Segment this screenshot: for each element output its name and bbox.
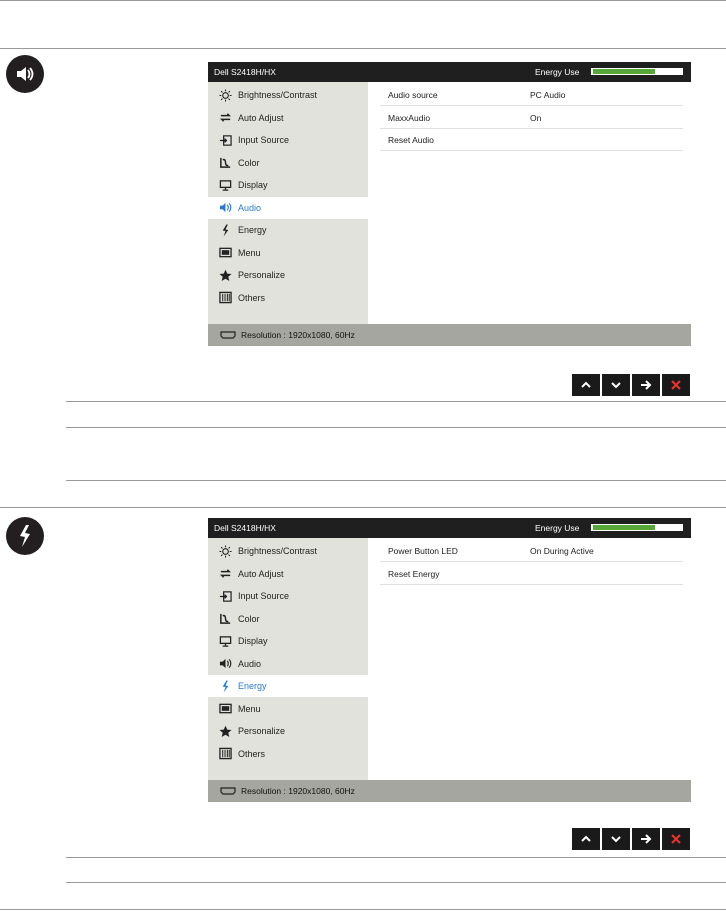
menu-item-label: Auto Adjust [238, 568, 284, 579]
divider [0, 909, 726, 910]
status-bar [208, 324, 691, 346]
auto-adjust-icon [218, 567, 232, 581]
color-icon [218, 612, 232, 626]
close-icon [670, 833, 682, 845]
brightness-icon [218, 544, 232, 558]
divider [0, 0, 726, 1]
menu-item-color[interactable] [208, 152, 368, 174]
menu-item-brightness-contrast[interactable] [208, 540, 368, 562]
setting-label: Reset Energy [388, 568, 440, 579]
menu-item-personalize[interactable] [208, 264, 368, 286]
nav-buttons [570, 374, 690, 396]
setting-row[interactable] [380, 540, 683, 562]
up-icon [580, 379, 592, 391]
divider [66, 882, 726, 883]
up-icon [580, 833, 592, 845]
energy-use-label: Energy Use [535, 523, 580, 533]
menu-item-personalize[interactable] [208, 720, 368, 742]
right-arrow-button[interactable] [632, 374, 660, 396]
divider [66, 480, 726, 481]
menu-item-label: Audio [238, 202, 262, 213]
energy-use-label: Energy Use [535, 67, 580, 77]
menu-item-label: Color [238, 157, 260, 168]
right-arrow-icon [640, 833, 652, 845]
resolution-label: Resolution : 1920x1080, 60Hz [241, 786, 355, 796]
osd-menu [208, 82, 368, 324]
status-bar [208, 780, 691, 802]
auto-adjust-icon [218, 111, 232, 125]
menu-item-label: Display [238, 636, 268, 646]
input-source-icon [218, 133, 232, 147]
menu-item-audio[interactable] [208, 653, 368, 675]
menu-item-menu[interactable] [208, 698, 368, 720]
menu-item-display[interactable] [208, 174, 368, 196]
osd-panel [208, 62, 691, 352]
menu-item-label: Menu [238, 703, 261, 714]
energy-use-meter [591, 68, 683, 75]
menu-item-label: Others [238, 748, 266, 759]
close-icon [670, 379, 682, 391]
personalize-icon [218, 724, 232, 738]
osd-header [208, 518, 691, 538]
menu-item-input-source[interactable] [208, 585, 368, 607]
menu-item-others[interactable] [208, 287, 368, 309]
divider [66, 857, 726, 858]
menu-item-label: Personalize [238, 270, 286, 280]
menu-item-label: Input Source [238, 135, 290, 145]
menu-item-label: Input Source [238, 591, 290, 601]
menu-item-color[interactable] [208, 608, 368, 630]
setting-label: Audio source [388, 90, 438, 100]
down-button[interactable] [602, 374, 630, 396]
energy-use-fill [593, 525, 655, 530]
menu-item-brightness-contrast[interactable] [208, 84, 368, 106]
menu-icon [218, 246, 232, 260]
close-button[interactable] [662, 374, 690, 396]
menu-item-label: Menu [238, 247, 261, 258]
up-button[interactable] [572, 828, 600, 850]
audio-icon [218, 657, 232, 671]
energy-icon [218, 679, 232, 693]
menu-item-others[interactable] [208, 743, 368, 765]
input-source-icon [218, 589, 232, 603]
menu-item-auto-adjust[interactable] [208, 107, 368, 129]
nav-buttons [570, 828, 690, 850]
menu-item-label: Brightness/Contrast [238, 90, 318, 100]
audio-icon [218, 201, 232, 215]
display-icon [218, 178, 232, 192]
hdmi-icon [220, 331, 236, 339]
menu-item-label: Personalize [238, 726, 286, 736]
setting-row[interactable] [380, 84, 683, 106]
color-icon [218, 156, 232, 170]
personalize-icon [218, 268, 232, 282]
energy-icon [6, 517, 44, 555]
others-icon [218, 291, 232, 305]
others-icon [218, 747, 232, 761]
setting-row[interactable] [380, 563, 683, 585]
menu-item-label: Auto Adjust [238, 112, 284, 123]
divider [0, 48, 726, 49]
menu-item-energy[interactable] [208, 675, 368, 697]
hdmi-icon [220, 787, 236, 795]
menu-icon [218, 702, 232, 716]
menu-item-energy[interactable] [208, 219, 368, 241]
display-icon [218, 634, 232, 648]
setting-row[interactable] [380, 107, 683, 129]
menu-item-label: Color [238, 613, 260, 624]
energy-use-fill [593, 69, 655, 74]
setting-value: On During Active [530, 546, 594, 556]
menu-item-auto-adjust[interactable] [208, 563, 368, 585]
monitor-model-label: Dell S2418H/HX [214, 523, 276, 533]
divider [0, 507, 726, 508]
setting-label: Power Button LED [388, 546, 458, 556]
menu-item-input-source[interactable] [208, 129, 368, 151]
menu-item-display[interactable] [208, 630, 368, 652]
down-icon [610, 379, 622, 391]
setting-label: Reset Audio [388, 135, 434, 145]
menu-item-label: Energy [238, 681, 267, 691]
close-button[interactable] [662, 828, 690, 850]
setting-row[interactable] [380, 129, 683, 151]
divider [66, 401, 726, 402]
up-button[interactable] [572, 374, 600, 396]
setting-value: On [530, 112, 542, 123]
monitor-model-label: Dell S2418H/HX [214, 67, 276, 77]
osd-header [208, 62, 691, 82]
energy-icon [218, 223, 232, 237]
resolution-label: Resolution : 1920x1080, 60Hz [241, 330, 355, 340]
osd-menu [208, 538, 368, 780]
right-arrow-icon [640, 379, 652, 391]
down-button[interactable] [602, 828, 630, 850]
osd-panel [208, 518, 691, 808]
down-icon [610, 833, 622, 845]
energy-use-meter [591, 524, 683, 531]
brightness-icon [218, 88, 232, 102]
speaker-icon [6, 55, 44, 93]
setting-label: MaxxAudio [388, 112, 431, 123]
menu-item-label: Display [238, 180, 268, 190]
menu-item-label: Others [238, 292, 266, 303]
setting-value: PC Audio [530, 90, 566, 100]
menu-item-label: Audio [238, 658, 262, 669]
menu-item-label: Brightness/Contrast [238, 546, 318, 556]
menu-item-label: Energy [238, 225, 267, 235]
divider [66, 427, 726, 428]
right-arrow-button[interactable] [632, 828, 660, 850]
menu-item-menu[interactable] [208, 242, 368, 264]
menu-item-audio[interactable] [208, 197, 368, 219]
